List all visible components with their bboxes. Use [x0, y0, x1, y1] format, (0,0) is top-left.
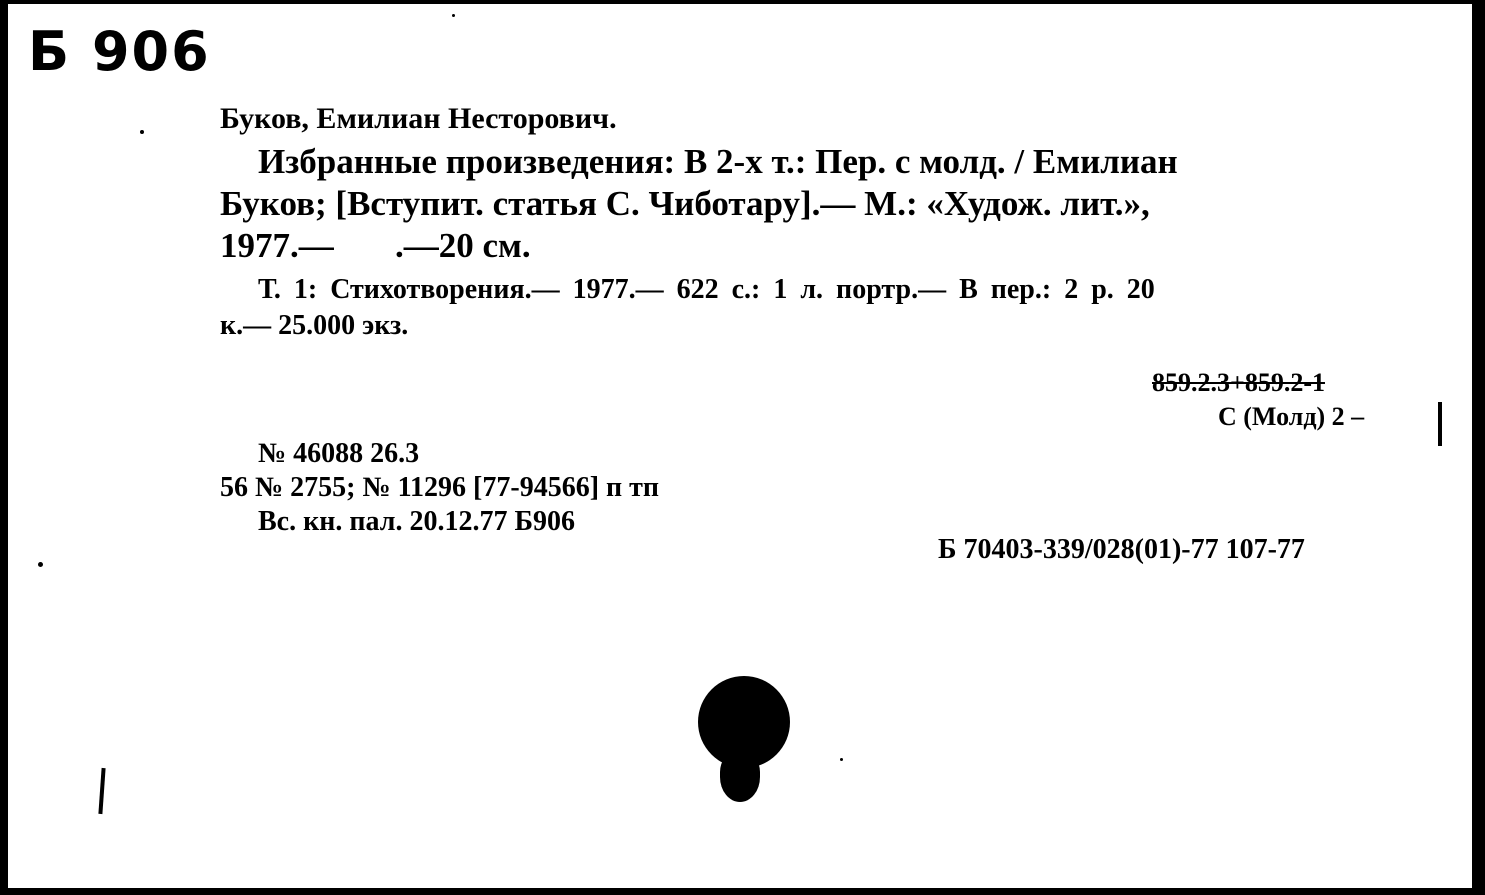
title-line-1: Избранные произведения: В 2-х т.: Пер. с молд. / Емилиан [258, 142, 1178, 181]
title-line-2: Буков; [Вступит. статья С. Чиботару].— М.: «Худож. лит.», [220, 184, 1150, 223]
volume-line-1: Т. 1: Стихотворения.— 1977.— 622 с.: 1 л. портр.— В пер.: 2 р. 20 [258, 274, 1155, 305]
classification-code: С (Молд) 2 – [1218, 402, 1365, 431]
dust-speck [140, 130, 144, 134]
handwritten-stroke [1438, 402, 1442, 446]
struck-classification: 859.2.3+859.2-1 [1152, 368, 1325, 397]
handwritten-tick [98, 768, 105, 814]
dust-speck [840, 758, 843, 761]
number-line-3: Вс. кн. пал. 20.12.77 Б906 [258, 506, 575, 537]
catalog-card [8, 4, 1472, 888]
number-line-1: № 46088 26.3 [258, 438, 420, 469]
publisher-code: Б 70403-339/028(01)-77 107-77 [938, 534, 1305, 565]
punch-hole-neck [720, 752, 760, 802]
author-heading: Буков, Емилиан Несторович. [220, 102, 617, 135]
title-line-3: 1977.— .—20 см. [220, 226, 531, 265]
number-line-2: 56 № 2755; № 11296 [77-94566] п тп [220, 472, 660, 503]
dust-speck [452, 14, 455, 17]
volume-line-2: к.— 25.000 экз. [220, 310, 409, 341]
dust-speck [38, 562, 43, 567]
call-number: Б 906 [28, 20, 211, 83]
